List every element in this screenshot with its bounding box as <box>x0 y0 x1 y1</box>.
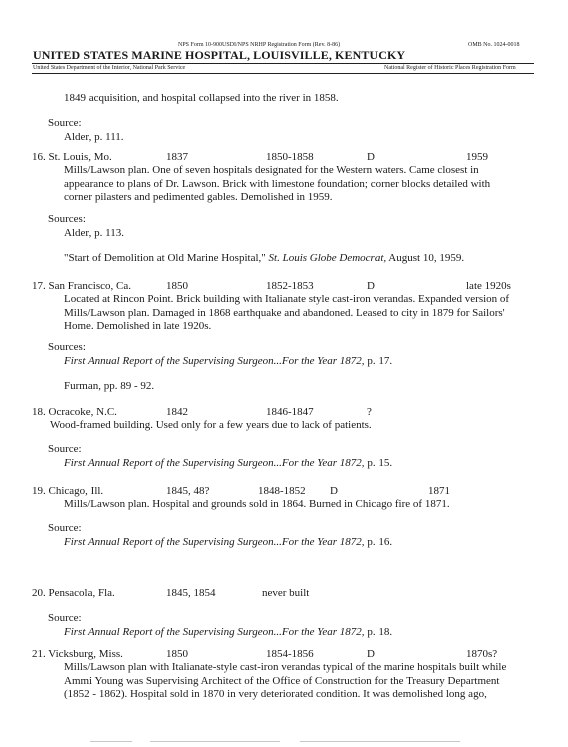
intro-source-label: Source: <box>48 117 82 129</box>
entry-16-desc-line: corner pilasters and pedimented gables. Demolished in 1959. <box>64 191 333 204</box>
entry-16-desc-line: Mills/Lawson plan. One of seven hospitals designated for the Western waters. Came closest in <box>64 164 479 176</box>
entry-19-year: 1845, 48? <box>166 485 210 497</box>
entry-21-desc-line: Ammi Young was Supervising Architect of the Office of Construction for the Treasury Department <box>64 674 500 687</box>
entry-18-source: First Annual Report of the Supervising Surgeon...For the Year 1872, p. 15. <box>64 457 393 469</box>
entry-21-year: 1850 <box>166 648 188 660</box>
entry-17-status: D <box>367 280 375 292</box>
entry-21-status: D <box>367 648 375 660</box>
form-number: NPS Form 10-900USDI/NPS NRHP Registration Form (Rev. 8-86) <box>178 42 341 48</box>
entry-21-end: 1870s? <box>466 648 498 660</box>
entry-18-status: ? <box>367 406 372 418</box>
entry-19-description <box>64 498 450 512</box>
footer-divider <box>90 741 132 742</box>
entry-17-description <box>64 293 509 334</box>
intro-source: Alder, p. 111. <box>64 131 124 143</box>
entry-16-span: 1850-1858 <box>266 151 314 163</box>
entry-21-span: 1854-1856 <box>266 648 314 660</box>
omb-number: OMB No. 1024-0018 <box>468 42 520 48</box>
entry-16-year: 1837 <box>166 151 188 163</box>
entry-21-place: 21. Vicksburg, Miss. <box>32 648 123 660</box>
footer-divider <box>300 741 460 742</box>
entry-16-end: 1959 <box>466 151 488 163</box>
entry-18-span: 1846-1847 <box>266 406 314 418</box>
entry-19-status: D <box>330 485 338 497</box>
entry-21-description <box>64 661 506 702</box>
report-title: First Annual Report of the Supervising Surgeon...For the Year 1872, <box>64 457 365 469</box>
header-rule <box>32 63 534 64</box>
entry-16-sources-label: Sources: <box>48 213 86 225</box>
entry-19-desc-line: Mills/Lawson plan. Hospital and grounds sold in 1864. Burned in Chicago fire of 1871. <box>64 498 450 510</box>
entry-18-desc-line: Wood-framed building. Used only for a few years due to lack of patients. <box>50 419 372 431</box>
entry-20-source: First Annual Report of the Supervising Surgeon...For the Year 1872, p. 18. <box>64 626 393 638</box>
entry-16-desc-line: appearance to plans of Dr. Lawson. Brick with limestone foundation; corner blocks detailed with <box>64 177 491 190</box>
page-title: UNITED STATES MARINE HOSPITAL, LOUISVILLE, KENTUCKY <box>33 48 406 62</box>
entry-21-desc-line: Mills/Lawson plan with Italianate-style cast-iron verandas typical of the marine hospitals built while <box>64 661 507 673</box>
entry-19-source-label: Source: <box>48 522 82 534</box>
entry-17-desc-line: Mills/Lawson plan. Damaged in 1868 earthquake and abandoned. Leased to city in 1879 for Sailors' <box>64 306 505 319</box>
entry-17-end: late 1920s <box>466 280 511 292</box>
entry-16-description <box>64 164 490 205</box>
intro-line: 1849 acquisition, and hospital collapsed into the river in 1858. <box>64 92 339 104</box>
report-title: First Annual Report of the Supervising Surgeon...For the Year 1872, <box>64 355 365 367</box>
entry-18-place: 18. Ocracoke, N.C. <box>32 406 117 418</box>
footer-divider <box>150 741 280 742</box>
newspaper-title: St. Louis Globe Democrat, <box>268 252 387 264</box>
report-title: First Annual Report of the Supervising Surgeon...For the Year 1872, <box>64 536 365 548</box>
entry-17-span: 1852-1853 <box>266 280 314 292</box>
entry-19-end: 1871 <box>428 485 450 497</box>
entry-16-status: D <box>367 151 375 163</box>
entry-18-year: 1842 <box>166 406 188 418</box>
entry-20-span: never built <box>262 587 310 599</box>
entry-17-desc-line: Home. Demolished in late 1920s. <box>64 320 212 333</box>
entry-18-source-label: Source: <box>48 443 82 455</box>
header-rule-bottom <box>32 73 534 74</box>
entry-17-desc-line: Located at Rincon Point. Brick building with Italianate style cast-iron verandas. Expanded version of <box>64 293 510 305</box>
entry-20-source-label: Source: <box>48 612 82 624</box>
report-title: First Annual Report of the Supervising Surgeon...For the Year 1872, <box>64 626 365 638</box>
entry-16-place: 16. St. Louis, Mo. <box>32 151 112 163</box>
entry-17-source-1: First Annual Report of the Supervising Surgeon...For the Year 1872, p. 17. <box>64 355 393 367</box>
entry-20-place: 20. Pensacola, Fla. <box>32 587 115 599</box>
entry-17-source-2: Furman, pp. 89 - 92. <box>64 380 155 392</box>
entry-17-place: 17. San Francisco, Ca. <box>32 280 131 292</box>
entry-20-year: 1845, 1854 <box>166 587 216 599</box>
department-line: United States Department of the Interior, National Park Service <box>33 65 186 71</box>
entry-18-description <box>50 419 372 433</box>
entry-19-source: First Annual Report of the Supervising Surgeon...For the Year 1872, p. 16. <box>64 536 393 548</box>
entry-17-sources-label: Sources: <box>48 341 86 353</box>
entry-16-source-1: Alder, p. 113. <box>64 227 124 239</box>
entry-21-desc-line: (1852 - 1862). Hospital sold in 1870 in very deteriorated condition. It was demolished long ago, <box>64 688 487 701</box>
register-line: National Register of Historic Places Registration Form <box>384 65 516 71</box>
entry-19-span: 1848-1852 <box>258 485 306 497</box>
entry-19-place: 19. Chicago, Ill. <box>32 485 104 497</box>
entry-16-source-2: "Start of Demolition at Old Marine Hospital," St. Louis Globe Democrat, August 10, 1959. <box>64 252 465 264</box>
entry-17-year: 1850 <box>166 280 188 292</box>
